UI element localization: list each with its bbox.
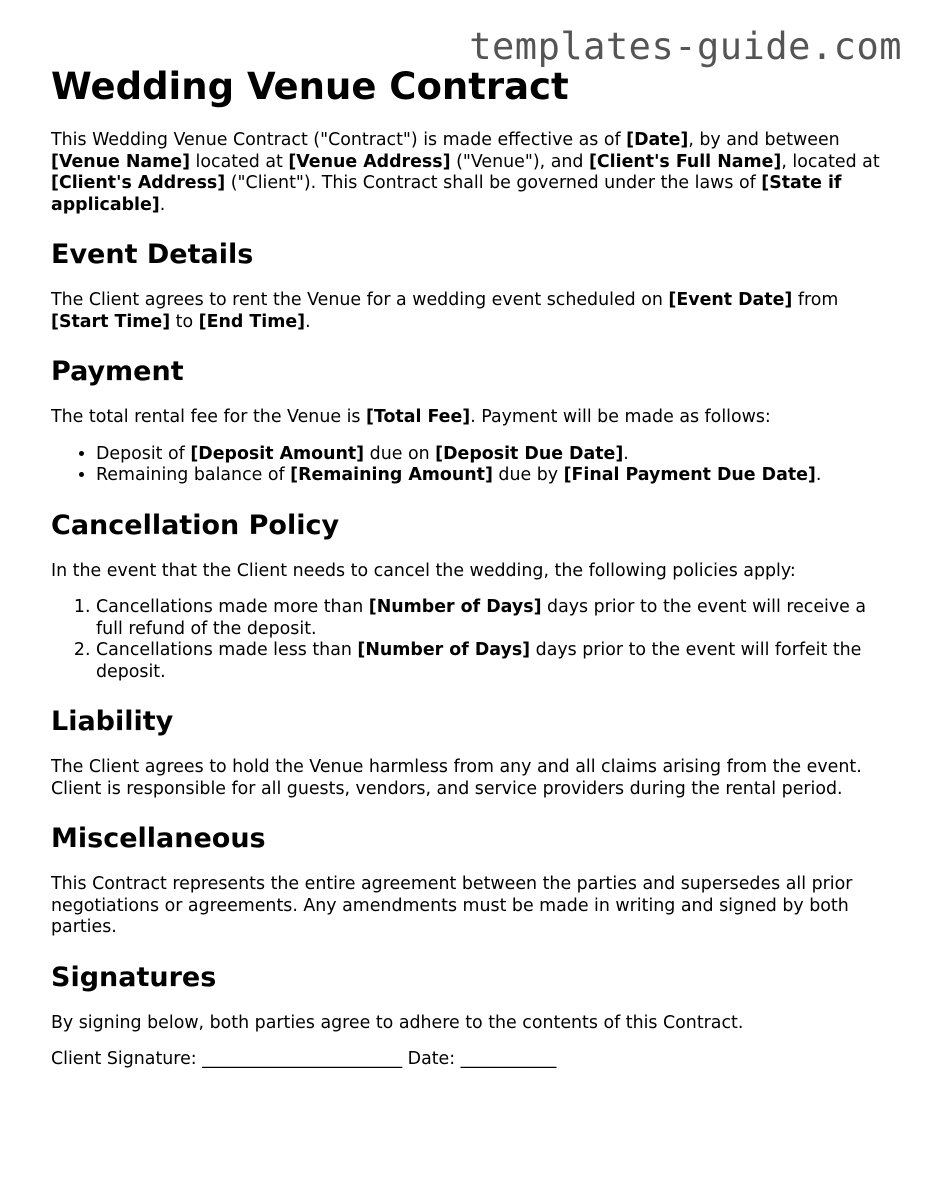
- intro-text: , located at: [781, 151, 880, 172]
- event-text: .: [305, 311, 311, 332]
- placeholder-venue-name: [Venue Name]: [51, 151, 191, 172]
- event-text: from: [792, 290, 839, 310]
- placeholder-deposit-amount: [Deposit Amount]: [190, 443, 365, 464]
- event-paragraph: [51, 290, 891, 333]
- list-item-text: days prior to the event will receive a full refund of the deposit.: [96, 597, 867, 639]
- heading-liability: Liability: [51, 706, 174, 737]
- placeholder-event-date: [Event Date]: [668, 290, 793, 310]
- placeholder-client-address: [Client's Address]: [51, 173, 226, 193]
- list-item-text: Cancellations made more than: [96, 597, 369, 617]
- placeholder-end-time: [End Time]: [198, 311, 306, 332]
- list-item-text: .: [623, 443, 629, 464]
- document-title: Wedding Venue Contract: [51, 65, 569, 108]
- payment-text: . Payment will be made as follows:: [470, 407, 771, 427]
- placeholder-deposit-due-date: [Deposit Due Date]: [435, 443, 624, 464]
- intro-text: .: [159, 194, 166, 215]
- list-item-text: Cancellations made less than: [96, 640, 358, 660]
- placeholder-number-of-days: [Number of Days]: [368, 597, 542, 617]
- placeholder-total-fee: [Total Fee]: [365, 407, 471, 427]
- liability-paragraph: The Client agrees to hold the Venue harmless from any and all claims arising from the event. Client is responsible for all guests, vendors, and service providers during the rental period.: [51, 757, 862, 799]
- placeholder-client-name: [Client's Full Name]: [588, 151, 782, 172]
- list-item: [96, 444, 891, 466]
- intro-text: located at: [190, 151, 289, 172]
- placeholder-number-of-days: [Number of Days]: [357, 640, 531, 660]
- heading-cancellation-policy: Cancellation Policy: [51, 509, 340, 541]
- event-text: to: [170, 311, 199, 332]
- placeholder-remaining-amount: [Remaining Amount]: [290, 465, 493, 485]
- event-text: The Client agrees to rent the Venue for a wedding event scheduled on: [51, 290, 669, 310]
- heading-payment: Payment: [51, 356, 184, 387]
- placeholder-final-payment-due-date: [Final Payment Due Date]: [563, 465, 816, 485]
- list-item-text: Remaining balance of: [96, 465, 291, 485]
- cancellation-list: [51, 597, 891, 683]
- list-item-text: Deposit of: [96, 443, 191, 464]
- heading-miscellaneous: Miscellaneous: [51, 823, 266, 854]
- list-item: [96, 597, 891, 640]
- payment-list: [51, 444, 891, 487]
- list-item: [96, 640, 891, 683]
- intro-text: , by and between: [688, 130, 840, 150]
- payment-paragraph: [51, 407, 891, 429]
- payment-text: The total rental fee for the Venue is: [51, 407, 366, 427]
- intro-text: ("Client"). This Contract shall be governed under the laws of: [225, 173, 762, 193]
- intro-paragraph: [51, 130, 891, 216]
- cancellation-paragraph: In the event that the Client needs to cancel the wedding, the following policies apply:: [51, 560, 796, 581]
- heading-event-details: Event Details: [51, 239, 254, 270]
- signatures-paragraph: By signing below, both parties agree to adhere to the contents of this Contract.: [51, 1012, 744, 1033]
- signature-line: Client Signature: _______________________ Date: ___________: [51, 1049, 557, 1069]
- intro-text: ("Venue"), and: [450, 151, 589, 172]
- placeholder-state: [State if applicable]: [51, 173, 842, 215]
- list-item-text: due on: [364, 443, 436, 464]
- intro-text: This Wedding Venue Contract ("Contract") is made effective as of: [51, 130, 627, 150]
- placeholder-date: [Date]: [626, 130, 689, 150]
- list-item-text: .: [815, 465, 822, 485]
- placeholder-venue-address: [Venue Address]: [288, 151, 451, 172]
- list-item-text: days prior to the event will forfeit the deposit.: [96, 640, 862, 682]
- list-item: [96, 465, 891, 487]
- placeholder-start-time: [Start Time]: [51, 311, 171, 332]
- document-body: [51, 64, 891, 1086]
- list-item-text: due by: [492, 465, 564, 485]
- heading-signatures: Signatures: [51, 961, 217, 993]
- miscellaneous-paragraph: This Contract represents the entire agreement between the parties and supersedes all prior negotiations or agreements. Any amendments must be made in writing and signed by both parties.: [51, 874, 853, 937]
- watermark: templates-guide.com: [469, 25, 902, 68]
